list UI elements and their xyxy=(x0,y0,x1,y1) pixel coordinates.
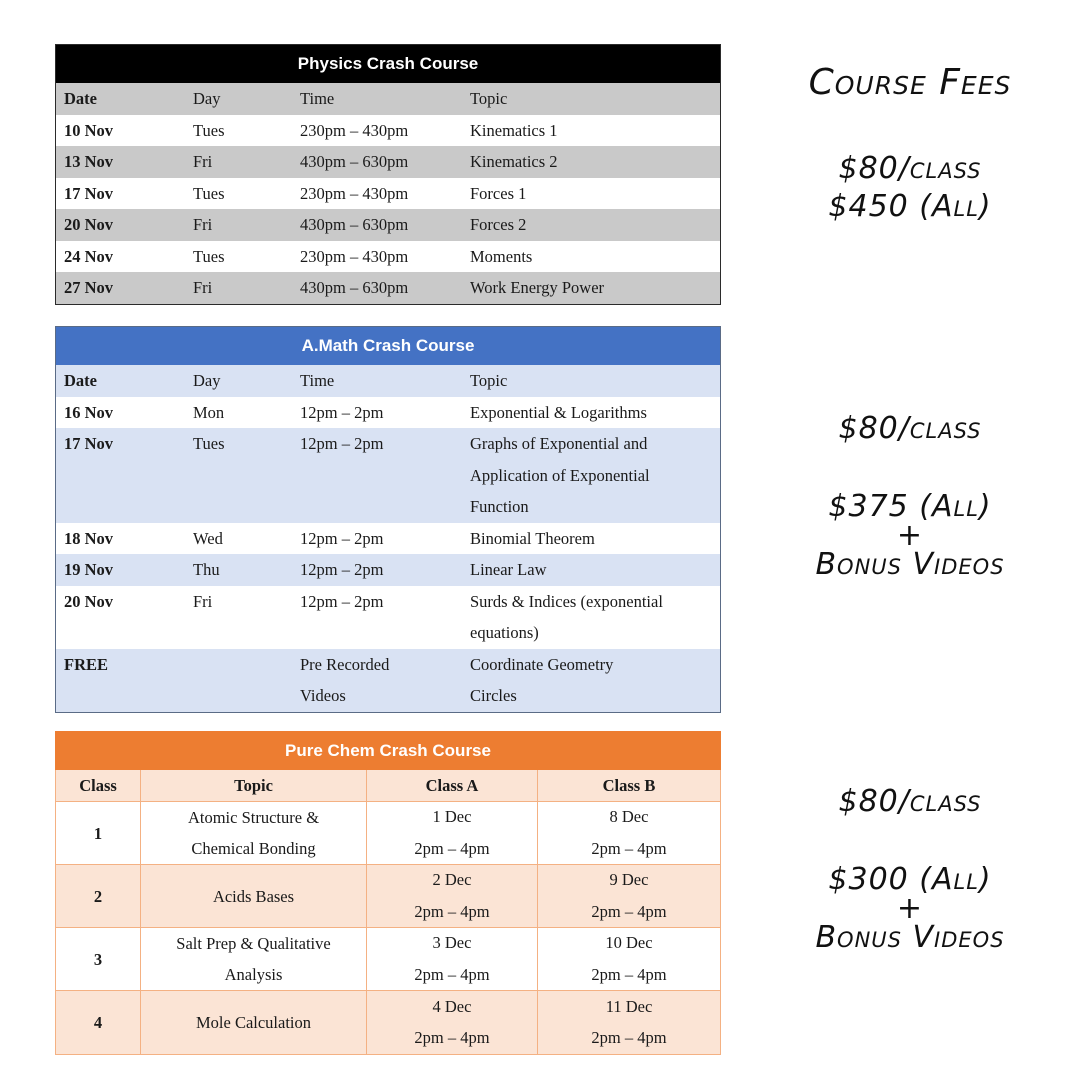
row-day: Tues xyxy=(193,246,225,266)
table-row xyxy=(56,241,720,273)
row-time: 230pm – 430pm xyxy=(300,183,409,203)
row-date: 20 Nov xyxy=(64,215,114,234)
row-class-b xyxy=(538,928,720,991)
row-topic: Surds & Indices (exponential equations) xyxy=(470,591,663,642)
physics-per-class: $80/class xyxy=(838,151,982,186)
header-class-b: Class B xyxy=(538,770,720,802)
row-date: 20 Nov xyxy=(64,591,114,611)
chem-all: $300 (All) xyxy=(828,862,992,897)
row-time: 12pm – 2pm xyxy=(300,402,384,422)
row-day: Fri xyxy=(193,591,213,611)
chem-grid xyxy=(55,770,721,1055)
math-per-class: $80/class xyxy=(838,411,982,446)
row-time: 12pm – 2pm xyxy=(300,591,384,611)
row-day: Tues xyxy=(193,120,225,140)
class-b-date: 10 Dec xyxy=(605,933,653,952)
math-bonus: Bonus Videos xyxy=(815,547,1005,582)
class-b-time: 2pm – 4pm xyxy=(591,901,667,921)
row-topic: Mole Calculation xyxy=(141,991,367,1054)
row-day xyxy=(193,649,300,712)
physics-fees xyxy=(770,150,1050,226)
row-topic: Forces 1 xyxy=(470,183,527,203)
row-class-b xyxy=(538,802,720,865)
row-time: 230pm – 430pm xyxy=(300,246,409,266)
row-class: 4 xyxy=(56,991,141,1054)
class-a-time: 2pm – 4pm xyxy=(414,1028,490,1047)
row-topic: Kinematics 2 xyxy=(470,152,558,171)
math-table xyxy=(55,326,721,713)
class-a-date: 4 Dec xyxy=(432,996,472,1016)
chem-fees xyxy=(770,783,1050,957)
class-a-date: 3 Dec xyxy=(432,933,472,952)
chem-per-class: $80/class xyxy=(838,784,982,819)
table-row xyxy=(56,146,720,178)
row-topic: Linear Law xyxy=(470,560,547,579)
class-a-time: 2pm – 4pm xyxy=(414,901,490,921)
row-topic: Forces 2 xyxy=(470,215,527,234)
row-day: Tues xyxy=(193,434,225,453)
row-time: 430pm – 630pm xyxy=(300,215,409,234)
row-time: 12pm – 2pm xyxy=(300,434,384,453)
physics-title: Physics Crash Course xyxy=(56,45,720,83)
class-a-time: 2pm – 4pm xyxy=(414,964,490,984)
table-row xyxy=(56,272,720,304)
class-b-time: 2pm – 4pm xyxy=(591,838,667,858)
row-topic: Coordinate Geometry Circles xyxy=(470,654,614,705)
header-topic: Topic xyxy=(470,89,508,108)
row-date: 24 Nov xyxy=(64,246,114,266)
row-time: 430pm – 630pm xyxy=(300,152,409,171)
table-row xyxy=(56,991,720,1054)
chem-title: Pure Chem Crash Course xyxy=(55,731,721,770)
row-day: Tues xyxy=(193,183,225,203)
header-time: Time xyxy=(300,89,335,108)
table-row xyxy=(56,586,720,649)
row-time: 12pm – 2pm xyxy=(300,560,384,579)
fees-heading: Course Fees xyxy=(808,62,1012,103)
class-a-date: 2 Dec xyxy=(432,870,472,889)
row-class-a xyxy=(367,865,538,928)
table-row xyxy=(56,554,720,586)
class-b-date: 9 Dec xyxy=(609,870,649,889)
row-time: 12pm – 2pm xyxy=(300,528,384,548)
table-row xyxy=(56,178,720,210)
row-topic: Moments xyxy=(470,246,533,266)
header-topic: Topic xyxy=(470,371,508,390)
row-date: 13 Nov xyxy=(64,152,114,171)
math-title: A.Math Crash Course xyxy=(56,327,720,365)
row-class-b xyxy=(538,991,720,1054)
math-header-row xyxy=(56,365,720,397)
row-class-a xyxy=(367,802,538,865)
header-date: Date xyxy=(64,371,97,390)
row-date: 16 Nov xyxy=(64,402,114,422)
physics-header-row xyxy=(56,83,720,115)
row-topic: Kinematics 1 xyxy=(470,120,558,140)
row-date: FREE xyxy=(64,654,109,674)
header-time: Time xyxy=(300,371,335,390)
table-row xyxy=(56,523,720,555)
row-class: 1 xyxy=(56,802,141,865)
math-plus: + xyxy=(896,518,924,553)
header-date: Date xyxy=(64,89,97,108)
row-day: Mon xyxy=(193,402,225,422)
physics-all: $450 (All) xyxy=(828,189,992,224)
row-time: Pre Recorded Videos xyxy=(300,654,390,705)
row-date: 17 Nov xyxy=(64,434,114,453)
table-row xyxy=(56,428,720,523)
class-b-time: 2pm – 4pm xyxy=(591,964,667,984)
class-b-date: 8 Dec xyxy=(609,807,649,826)
row-topic: Graphs of Exponential and Application of Exponential Function xyxy=(470,434,650,516)
fees-heading-block xyxy=(760,62,1060,103)
row-date: 19 Nov xyxy=(64,560,114,579)
math-all: $375 (All) xyxy=(828,489,992,524)
header-day: Day xyxy=(193,371,221,390)
row-day: Wed xyxy=(193,528,223,548)
row-topic: Exponential & Logarithms xyxy=(470,402,647,422)
row-day: Fri xyxy=(193,278,213,297)
row-day: Thu xyxy=(193,560,220,579)
math-fees xyxy=(770,410,1050,584)
table-row xyxy=(56,209,720,241)
row-class-b xyxy=(538,865,720,928)
row-class: 2 xyxy=(56,865,141,928)
row-topic: Acids Bases xyxy=(141,865,367,928)
table-row xyxy=(56,802,720,865)
chem-plus: + xyxy=(896,891,924,926)
row-class: 3 xyxy=(56,928,141,991)
table-row xyxy=(56,115,720,147)
chem-bonus: Bonus Videos xyxy=(815,920,1005,955)
physics-table xyxy=(55,44,721,305)
header-class-a: Class A xyxy=(367,770,538,802)
class-b-date: 11 Dec xyxy=(605,996,653,1016)
row-class-a xyxy=(367,991,538,1054)
row-class-a xyxy=(367,928,538,991)
row-date: 27 Nov xyxy=(64,278,114,297)
row-topic: Salt Prep & Qualitative Analysis xyxy=(141,928,367,991)
row-day: Fri xyxy=(193,152,213,171)
class-b-time: 2pm – 4pm xyxy=(591,1028,667,1047)
header-day: Day xyxy=(193,89,221,108)
row-time: 230pm – 430pm xyxy=(300,120,409,140)
chem-header-row xyxy=(56,770,720,802)
row-topic: Atomic Structure & Chemical Bonding xyxy=(141,802,367,865)
header-topic: Topic xyxy=(141,770,367,802)
row-date: 18 Nov xyxy=(64,528,114,548)
row-date: 17 Nov xyxy=(64,183,114,203)
row-topic: Binomial Theorem xyxy=(470,528,595,548)
row-date: 10 Nov xyxy=(64,120,114,140)
row-topic: Work Energy Power xyxy=(470,278,605,297)
header-class: Class xyxy=(56,770,141,802)
table-row xyxy=(56,397,720,429)
table-row xyxy=(56,928,720,991)
class-a-time: 2pm – 4pm xyxy=(414,838,490,858)
table-row xyxy=(56,649,720,712)
class-a-date: 1 Dec xyxy=(432,807,472,826)
table-row xyxy=(56,865,720,928)
chem-table xyxy=(55,731,721,1055)
row-day: Fri xyxy=(193,215,213,234)
row-time: 430pm – 630pm xyxy=(300,278,409,297)
